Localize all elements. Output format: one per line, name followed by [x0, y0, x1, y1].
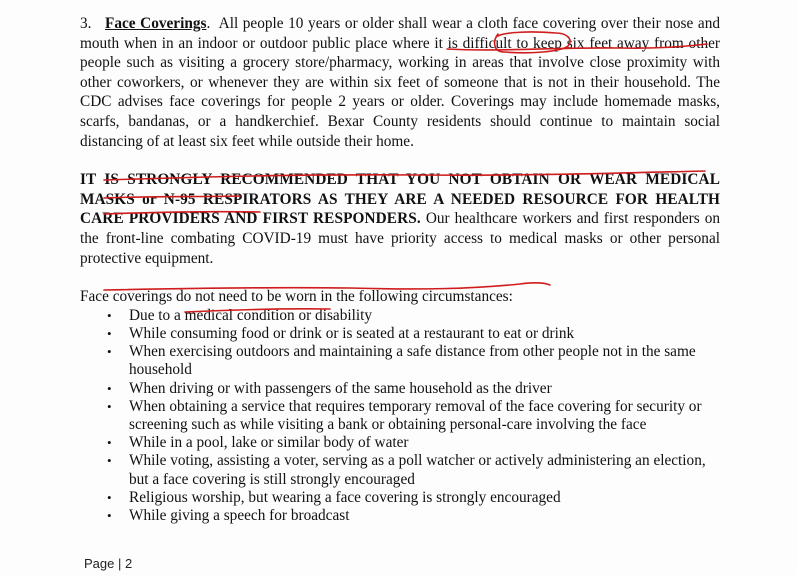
circumstance-item [105, 325, 720, 343]
bullet-glyph: • [107, 435, 112, 451]
circumstance-item [105, 434, 720, 452]
bullet-glyph: • [107, 344, 112, 360]
bullet-glyph: • [107, 507, 112, 523]
circumstance-text: When obtaining a service that requires temporary removal of the face covering for security or screening such as while visiting a bank or obtaining personal-care involving the face [129, 397, 702, 433]
circumstance-text: Religious worship, but wearing a face covering is strongly encouraged [129, 488, 561, 506]
section-body-text: All people 10 years or older shall wear a cloth face covering over their nose and mouth when in an indoor or outdoor public place where it is difficult to keep six feet away from other people such as visiting a grocery store/pharmacy, working in areas that involve close proximity with other coworkers, or whenever they are within six feet of someone that is not in their household. The CDC advises face coverings for people 2 years or older. Coverings may include homemade masks, scarfs, bandanas, or a handkerchief. Bexar County residents should continue to maintain social distancing of at least six feet while outside their home. [80, 15, 720, 150]
page-number-footer: Page | 2 [84, 556, 133, 571]
circumstance-text: When driving or with passengers of the same household as the driver [129, 379, 552, 397]
circumstance-item [105, 507, 720, 525]
circumstance-item [105, 343, 720, 379]
circumstance-item [105, 452, 720, 488]
face-coverings-paragraph [80, 14, 720, 151]
circumstances-intro: Face coverings do not need to be worn in the following circumstances: [80, 288, 513, 306]
circumstance-text: While in a pool, lake or similar body of water [129, 434, 409, 452]
recommendation-paragraph [80, 170, 720, 268]
circumstance-item [105, 307, 720, 325]
bullet-glyph: • [107, 325, 112, 341]
bullet-glyph: • [107, 398, 112, 414]
circumstances-list [105, 307, 720, 525]
circumstance-item [105, 398, 720, 434]
face-coverings-section [80, 14, 720, 525]
item-body [80, 15, 720, 150]
circumstance-text: While consuming food or drink or is seated at a restaurant to eat or drink [129, 324, 575, 342]
circumstance-text: When exercising outdoors and maintaining a safe distance from other people not in the same household [129, 343, 696, 379]
circumstance-text: Due to a medical condition or disability [129, 306, 372, 324]
bullet-glyph: • [107, 380, 112, 396]
recommendation-caps-text: IT IS STRONGLY RECOMMENDED THAT YOU NOT OBTAIN OR WEAR MEDICAL MASKS or N-95 RESPIRATORS AS THEY ARE A NEEDED RESOURCE FOR HEALTH CARE PROVIDERS AND FIRST RESPONDERS. [80, 171, 720, 228]
circumstance-text: While voting, assisting a voter, serving as a poll watcher or actively administering an election, but a face covering is still strongly encouraged [129, 452, 706, 488]
bullet-glyph: • [107, 489, 112, 505]
bullet-glyph: • [107, 453, 112, 469]
bullet-glyph: • [107, 307, 112, 323]
circumstance-text: While giving a speech for broadcast [129, 506, 350, 524]
item-number: 3. [80, 15, 92, 32]
section-heading: Face Coverings [105, 15, 207, 32]
heading-period: . [206, 15, 211, 32]
circumstance-item [105, 380, 720, 398]
circumstance-item [105, 489, 720, 507]
recommendation-normal-text: Our healthcare workers and first responders on the front-line combating COVID-19 must have priority access to medical masks or other personal protective equipment. [80, 210, 721, 267]
